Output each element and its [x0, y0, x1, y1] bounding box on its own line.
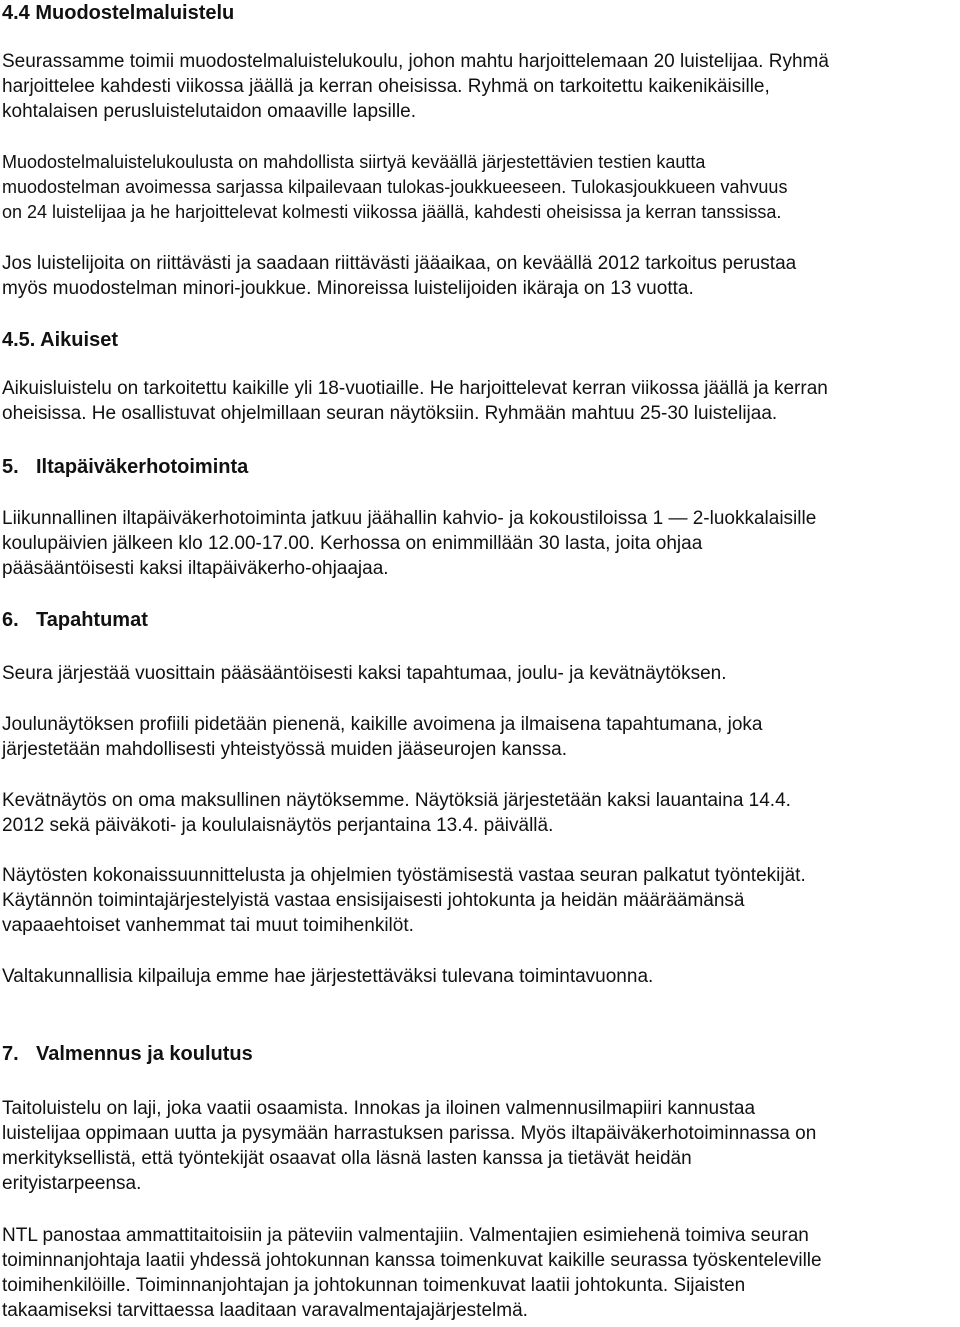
text-line: toimihenkilöille. Toiminnanjohtajan ja johtokunnan toimenkuvat laatii johtokunta. Sijaisten: [2, 1275, 746, 1296]
text-line: toiminnanjohtaja laatii yhdessä johtokunnan kanssa toimenkuvat kaikille seurassa työskenteleville: [2, 1250, 822, 1271]
section-heading-6: [2, 608, 148, 632]
text-line: Seurassamme toimii muodostelmaluistelukoulu, johon mahtu harjoittelemaan 20 luistelijaa. Ryhmä: [2, 51, 829, 72]
section-number: 5.: [2, 456, 19, 478]
section-heading-4-4: 4.4 Muodostelmaluistelu: [2, 2, 235, 24]
text-line: Aikuisluistelu on tarkoitettu kaikille yli 18-vuotiaille. He harjoittelevat kerran viikossa jäällä ja kerran: [2, 378, 828, 399]
text-line: Liikunnallinen iltapäiväkerhotoiminta jatkuu jäähallin kahvio- ja kokoustiloissa 1 — 2-luokkalaisille: [2, 508, 817, 529]
text-line: Valtakunnallisia kilpailuja emme hae järjestettäväksi tulevana toimintavuonna.: [2, 966, 654, 987]
section-title: Valmennus ja koulutus: [36, 1043, 253, 1065]
section-number: 7.: [2, 1043, 19, 1065]
text-line: on 24 luistelijaa ja he harjoittelevat kolmesti viikossa jäällä, kahdesti oheisissa ja kerran tanssissa.: [2, 202, 782, 222]
section-heading-5: [2, 455, 248, 479]
text-line: kohtalaisen perusluistelutaidon omaaville lapsille.: [2, 101, 417, 122]
text-line: harjoittelee kahdesti viikossa jäällä ja kerran oheisissa. Ryhmä on tarkoitettu kaikenikäisille,: [2, 76, 770, 97]
text-line: Taitoluistelu on laji, joka vaatii osaamista. Innokas ja iloinen valmennusilmapiiri kannustaa: [2, 1098, 756, 1119]
section-title: Tapahtumat: [36, 609, 148, 631]
section-heading-4-5: 4.5. Aikuiset: [2, 329, 118, 351]
text-line: Seura järjestää vuosittain pääsääntöisesti kaksi tapahtumaa, joulu- ja kevätnäytöksen.: [2, 663, 727, 684]
text-line: 2012 sekä päiväkoti- ja koululaisnäytös perjantaina 13.4. päivällä.: [2, 815, 554, 836]
text-line: oheisissa. He osallistuvat ohjelmillaan seuran näytöksiin. Ryhmään mahtuu 25-30 luistelijaa.: [2, 403, 778, 424]
text-line: takaamiseksi tarvittaessa laaditaan varavalmentajajärjestelmä.: [2, 1300, 528, 1321]
text-line: Joulunäytöksen profiili pidetään pienenä, kaikille avoimena ja ilmaisena tapahtumana, joka: [2, 714, 763, 735]
text-line: Muodostelmaluistelukoulusta on mahdollista siirtyä keväällä järjestettävien testien kautta: [2, 152, 706, 172]
section-number: 6.: [2, 609, 19, 631]
section-title: Iltapäiväkerhotoiminta: [36, 456, 249, 478]
text-line: erityistarpeensa.: [2, 1173, 142, 1194]
text-line: vapaaehtoiset vanhemmat tai muut toimihenkilöt.: [2, 915, 414, 936]
text-line: muodostelman avoimessa sarjassa kilpailevaan tulokas-joukkueeseen. Tulokasjoukkueen vahvuus: [2, 177, 788, 197]
text-line: NTL panostaa ammattitaitoisiin ja päteviin valmentajiin. Valmentajien esimiehenä toimiva seuran: [2, 1225, 809, 1246]
text-line: Näytösten kokonaissuunnittelusta ja ohjelmien työstämisestä vastaa seuran palkatut työntekijät.: [2, 865, 806, 886]
text-line: merkityksellistä, että työntekijät osaavat olla läsnä lasten kanssa ja tietävät heidän: [2, 1148, 692, 1169]
text-line: luistelijaa oppimaan uutta ja pysymään harrastuksen parissa. Myös iltapäiväkerhotoiminnassa on: [2, 1123, 817, 1144]
text-line: koulupäivien jälkeen klo 12.00-17.00. Kerhossa on enimmillään 30 lasta, joita ohjaa: [2, 533, 703, 554]
text-line: Käytännön toimintajärjestelyistä vastaa ensisijaisesti johtokunta ja heidän määräämänsä: [2, 890, 745, 911]
text-line: Jos luistelijoita on riittävästi ja saadaan riittävästi jääaikaa, on keväällä 2012 tarkoitus perustaa: [2, 253, 797, 274]
text-line: pääsääntöisesti kaksi iltapäiväkerho-ohjaajaa.: [2, 558, 389, 579]
text-line: Kevätnäytös on oma maksullinen näytöksemme. Näytöksiä järjestetään kaksi lauantaina 14.4.: [2, 790, 791, 811]
section-heading-7: [2, 1042, 253, 1066]
text-line: järjestetään mahdollisesti yhteistyössä muiden jääseurojen kanssa.: [2, 739, 568, 760]
text-line: myös muodostelman minori-joukkue. Minoreissa luistelijoiden ikäraja on 13 vuotta.: [2, 278, 694, 299]
